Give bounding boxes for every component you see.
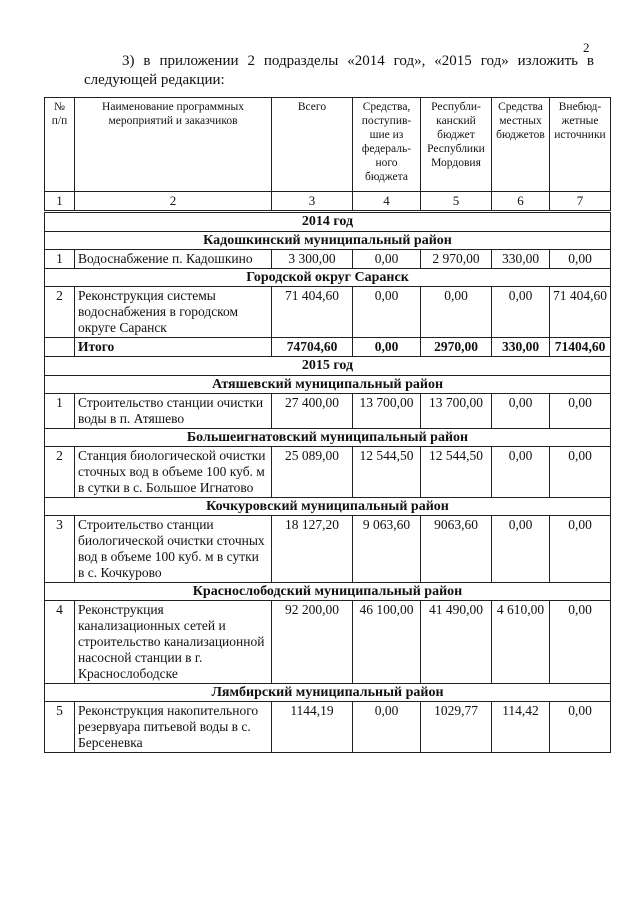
header-republic: Республи-канский бюджет Республики Мордовия bbox=[421, 98, 492, 192]
row-total: 92 200,00 bbox=[272, 601, 353, 684]
section-heading: Краснослободский муниципальный район bbox=[45, 583, 611, 601]
column-number: 7 bbox=[550, 192, 611, 212]
row-extra: 0,00 bbox=[550, 394, 611, 429]
row-no: 1 bbox=[45, 250, 75, 269]
column-number: 3 bbox=[272, 192, 353, 212]
page-number: 2 bbox=[583, 40, 590, 55]
row-republic: 1029,77 bbox=[421, 702, 492, 753]
row-extra: 71404,60 bbox=[550, 338, 611, 357]
row-no: 4 bbox=[45, 601, 75, 684]
row-total: 3 300,00 bbox=[272, 250, 353, 269]
row-total: 1144,19 bbox=[272, 702, 353, 753]
header-total: Всего bbox=[272, 98, 353, 192]
row-federal: 9 063,60 bbox=[353, 516, 421, 583]
table-row bbox=[45, 287, 611, 338]
section-row bbox=[45, 269, 611, 287]
row-local: 330,00 bbox=[492, 338, 550, 357]
column-number: 6 bbox=[492, 192, 550, 212]
row-federal: 0,00 bbox=[353, 287, 421, 338]
section-heading: Атяшевский муниципальный район bbox=[45, 376, 611, 394]
section-row bbox=[45, 583, 611, 601]
row-local: 0,00 bbox=[492, 394, 550, 429]
row-republic: 0,00 bbox=[421, 287, 492, 338]
row-no: 2 bbox=[45, 447, 75, 498]
year-heading: 2014 год bbox=[45, 212, 611, 232]
row-local: 0,00 bbox=[492, 516, 550, 583]
column-number: 1 bbox=[45, 192, 75, 212]
column-number: 5 bbox=[421, 192, 492, 212]
column-number: 2 bbox=[75, 192, 272, 212]
row-no: 5 bbox=[45, 702, 75, 753]
column-number-row bbox=[45, 192, 611, 212]
row-local: 0,00 bbox=[492, 447, 550, 498]
table-row bbox=[45, 702, 611, 753]
funding-table bbox=[44, 97, 611, 753]
table-row bbox=[45, 394, 611, 429]
row-name: Итого bbox=[75, 338, 272, 357]
row-extra: 0,00 bbox=[550, 250, 611, 269]
header-local: Средства местных бюджетов bbox=[492, 98, 550, 192]
row-local: 114,42 bbox=[492, 702, 550, 753]
header-name: Наименование программных мероприятий и заказчиков bbox=[75, 98, 272, 192]
section-row bbox=[45, 232, 611, 250]
row-federal: 0,00 bbox=[353, 702, 421, 753]
row-no: 3 bbox=[45, 516, 75, 583]
year-row-2015 bbox=[45, 357, 611, 376]
row-local: 330,00 bbox=[492, 250, 550, 269]
row-extra: 0,00 bbox=[550, 447, 611, 498]
section-row bbox=[45, 684, 611, 702]
year-row-2014 bbox=[45, 212, 611, 232]
year-heading: 2015 год bbox=[45, 357, 611, 376]
row-local: 4 610,00 bbox=[492, 601, 550, 684]
row-name: Строительство станции очистки воды в п. Атяшево bbox=[75, 394, 272, 429]
table-header-row bbox=[45, 98, 611, 192]
table-row bbox=[45, 447, 611, 498]
row-republic: 13 700,00 bbox=[421, 394, 492, 429]
row-federal: 13 700,00 bbox=[353, 394, 421, 429]
section-heading: Кадошкинский муниципальный район bbox=[45, 232, 611, 250]
row-extra: 71 404,60 bbox=[550, 287, 611, 338]
row-name: Реконструкция накопительного резервуара питьевой воды в с. Берсеневка bbox=[75, 702, 272, 753]
row-republic: 2970,00 bbox=[421, 338, 492, 357]
row-name: Водоснабжение п. Кадошкино bbox=[75, 250, 272, 269]
row-republic: 41 490,00 bbox=[421, 601, 492, 684]
section-row bbox=[45, 498, 611, 516]
total-row bbox=[45, 338, 611, 357]
row-republic: 12 544,50 bbox=[421, 447, 492, 498]
row-federal: 12 544,50 bbox=[353, 447, 421, 498]
row-republic: 9063,60 bbox=[421, 516, 492, 583]
row-total: 25 089,00 bbox=[272, 447, 353, 498]
row-total: 74704,60 bbox=[272, 338, 353, 357]
section-row bbox=[45, 376, 611, 394]
column-number: 4 bbox=[353, 192, 421, 212]
intro-paragraph: 3) в приложении 2 подразделы «2014 год», «2015 год» изложить в следующей редакции: bbox=[84, 53, 594, 88]
header-extra: Внебюд-жетные источники bbox=[550, 98, 611, 192]
row-extra: 0,00 bbox=[550, 601, 611, 684]
table-row bbox=[45, 601, 611, 684]
row-name: Строительство станции биологической очистки сточных вод в объеме 100 куб. м в сутки в с. Кочкурово bbox=[75, 516, 272, 583]
section-heading: Лямбирский муниципальный район bbox=[45, 684, 611, 702]
header-federal: Средства, поступив-шие из федераль-ного бюджета bbox=[353, 98, 421, 192]
row-total: 27 400,00 bbox=[272, 394, 353, 429]
header-no: № п/п bbox=[45, 98, 75, 192]
section-row bbox=[45, 429, 611, 447]
section-heading: Городской округ Саранск bbox=[45, 269, 611, 287]
row-name: Реконструкция канализационных сетей и строительство канализационной насосной станции в г. Краснослободске bbox=[75, 601, 272, 684]
row-no: 2 bbox=[45, 287, 75, 338]
row-name: Станция биологической очистки сточных вод в объеме 100 куб. м в сутки в с. Большое Игнатово bbox=[75, 447, 272, 498]
row-extra: 0,00 bbox=[550, 516, 611, 583]
row-republic: 2 970,00 bbox=[421, 250, 492, 269]
section-heading: Кочкуровский муниципальный район bbox=[45, 498, 611, 516]
row-no: 1 bbox=[45, 394, 75, 429]
section-heading: Большеигнатовский муниципальный район bbox=[45, 429, 611, 447]
row-federal: 0,00 bbox=[353, 338, 421, 357]
row-name: Реконструкция системы водоснабжения в городском округе Саранск bbox=[75, 287, 272, 338]
row-federal: 46 100,00 bbox=[353, 601, 421, 684]
row-total: 71 404,60 bbox=[272, 287, 353, 338]
row-federal: 0,00 bbox=[353, 250, 421, 269]
row-total: 18 127,20 bbox=[272, 516, 353, 583]
table-row bbox=[45, 250, 611, 269]
row-no bbox=[45, 338, 75, 357]
row-local: 0,00 bbox=[492, 287, 550, 338]
row-extra: 0,00 bbox=[550, 702, 611, 753]
table-row bbox=[45, 516, 611, 583]
